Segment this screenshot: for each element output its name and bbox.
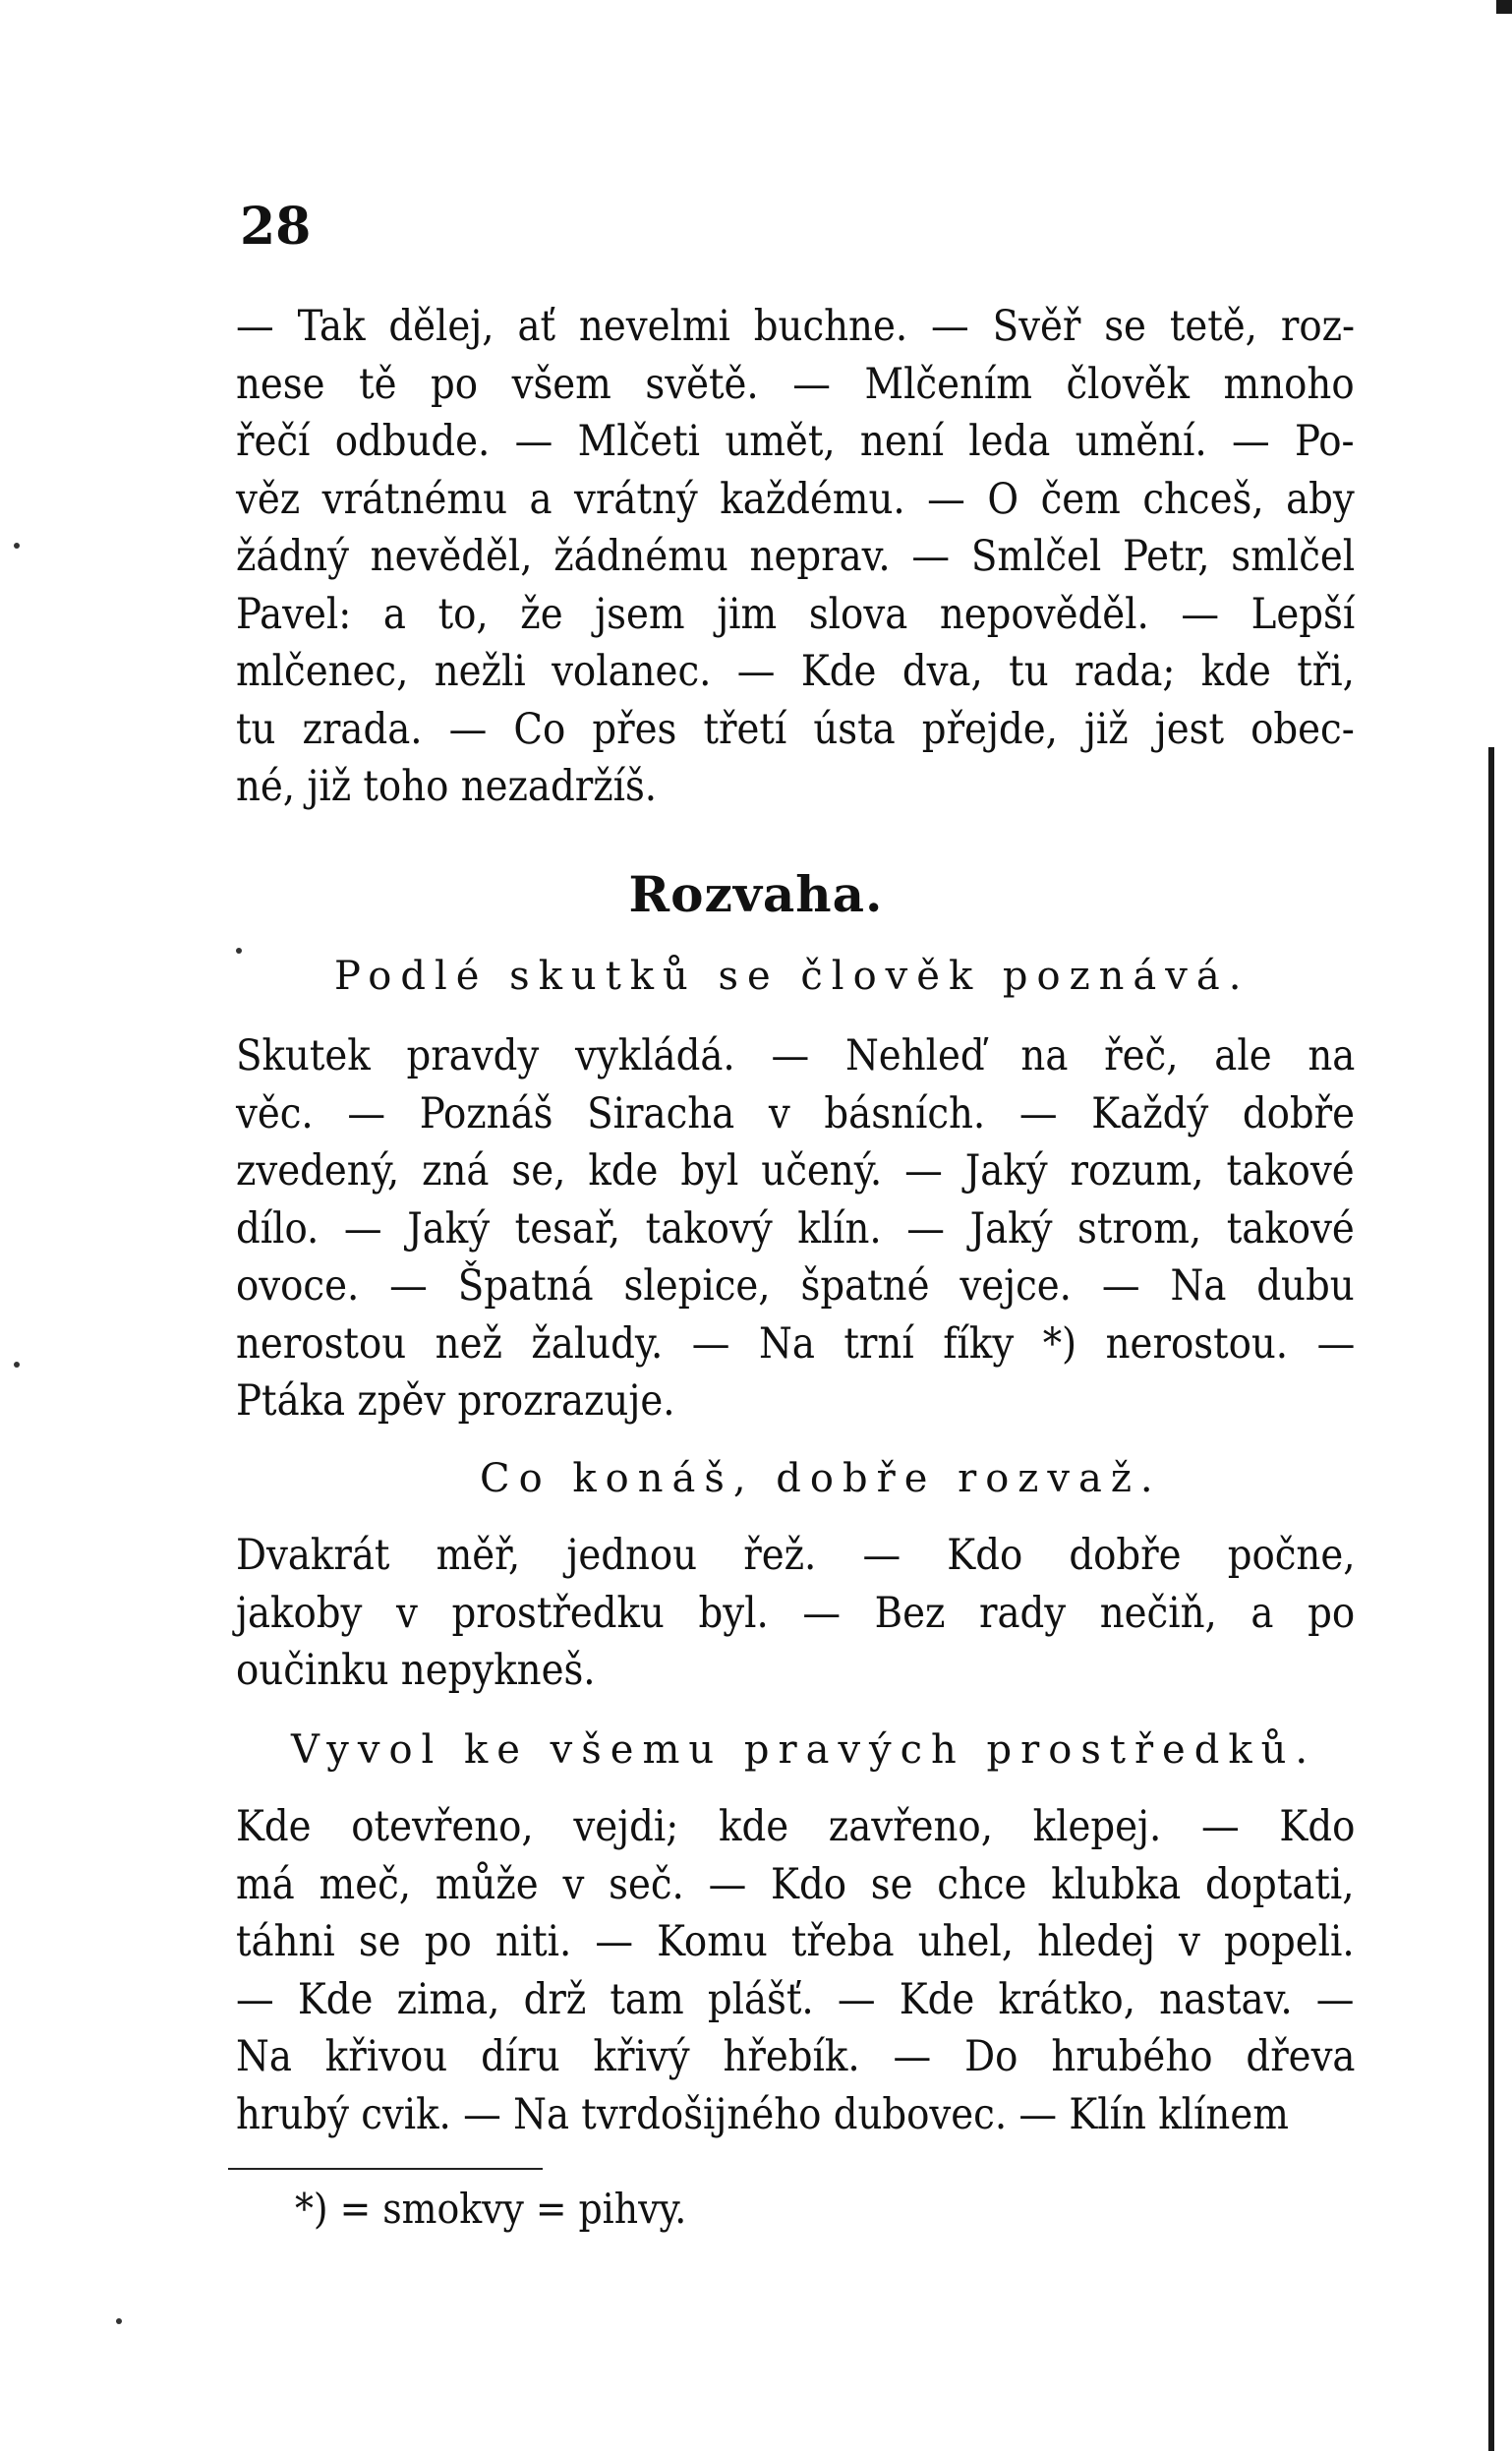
scan-speck [236,948,242,954]
text-line: nerostou než žaludy. — Na trní fíky *) nerostou. — [236,1318,1356,1369]
text-line: řečí odbude. — Mlčeti umět, není leda umění. — Po- [236,417,1355,466]
page-number: 28 [240,197,312,257]
text-line: má meč, může v seč. — Kdo se chce klubka doptati, [236,1859,1355,1909]
text-line: nese tě po všem světě. — Mlčením člověk mnoho [236,359,1355,409]
text-line: věz vrátnému a vrátný každému. — O čem chceš, aby [236,474,1355,524]
text-line: zvedený, zná se, kde byl učený. — Jaký rozum, takové [236,1146,1355,1196]
text-line: Skutek pravdy vykládá. — Nehleď na řeč, ale na [236,1031,1356,1080]
proverb-heading: Vyvol ke všemu pravých prostředků. [291,1727,1317,1773]
scan-speck [14,1362,20,1368]
proverb-heading: Podlé skutků se člověk poznává. [334,954,1250,999]
paragraph-means-proverbs [236,1798,1355,2143]
text-line: tu zrada. — Co přes třetí ústa přejde, již jest obec- [236,704,1355,754]
text-line: Na křivou díru křivý hřebík. — Do hrubého dřeva [236,2032,1356,2081]
text-line: né, již toho nezadržíš. [236,762,658,811]
text-line: táhni se po niti. — Komu třeba uhel, hledej v popeli. [236,1917,1355,1966]
section-title: Rozvaha. [628,865,884,923]
scan-edge-shadow [1488,747,1494,2451]
text-line: — Tak dělej, ať nevelmi buchne. — Svěř se tetě, roz- [236,302,1356,351]
text-line: ovoce. — Špatná slepice, špatné vejce. — Na dubu [236,1261,1355,1311]
text-line: — Kde zima, drž tam plášť. — Kde krátko, nastav. — [236,1974,1355,2024]
footnote: *) = smokvy = pihvy. [295,2185,687,2233]
text-line: věc. — Poznáš Siracha v básních. — Každý dobře [236,1088,1356,1138]
paragraph-consider-proverbs [236,1527,1355,1700]
text-line: Ptáka zpěv prozrazuje. [236,1376,675,1426]
text-line: Kde otevřeno, vejdi; kde zavřeno, klepej. — Kdo [236,1802,1356,1851]
paragraph-silence-proverbs [236,298,1355,816]
text-line: dílo. — Jaký tesař, takový klín. — Jaký strom, takové [236,1203,1355,1254]
footnote-divider [228,2168,543,2170]
scan-speck [14,543,20,549]
proverb-heading: Co konáš, dobře rozvaž. [480,1456,1162,1501]
scan-edge-mark [1496,0,1512,14]
text-line: Dvakrát měř, jednou řež. — Kdo dobře počne, [236,1531,1356,1580]
text-line: Pavel: a to, že jsem jim slova nepověděl. — Lepší [236,589,1356,639]
text-line: hrubý cvik. — Na tvrdošijného dubovec. — Klín klínem [236,2089,1289,2139]
text-line: mlčenec, nežli volanec. — Kde dva, tu rada; kde tři, [236,647,1355,696]
text-line: žádný nevěděl, žádnému neprav. — Smlčel Petr, smlčel [236,532,1356,581]
text-line: oučinku nepykneš. [236,1646,596,1695]
scan-speck [116,2318,122,2324]
text-line: jakoby v prostředku byl. — Bez rady nečiň, a po [236,1588,1356,1638]
paragraph-deeds-proverbs [236,1027,1355,1430]
